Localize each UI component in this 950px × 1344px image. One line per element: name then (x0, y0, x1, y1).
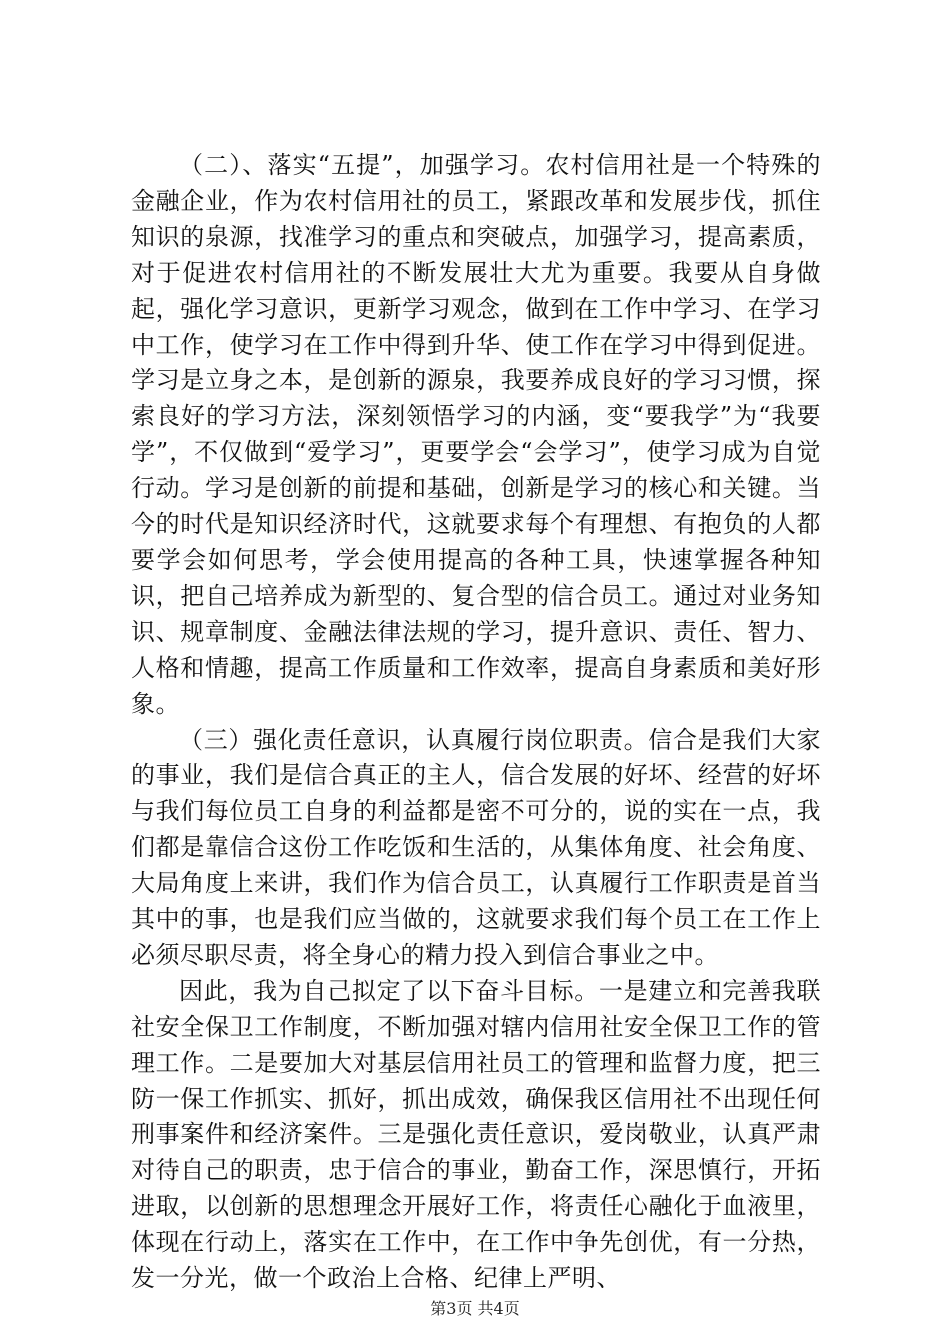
page-number: 第3页 共4页 (430, 1299, 520, 1318)
paragraph-goals: 因此，我为自己拟定了以下奋斗目标。一是建立和完善我联社安全保卫工作制度，不断加强对辖内信用社安全保卫工作的管理工作。二是要加大对基层信用社员工的管理和监督力度，把三防一保工作抓实、抓好，抓出成效，确保我区信用社不出现任何刑事案件和经济案件。三是强化责任意识，爱岗敬业，认真严肃对待自己的职责，忠于信合的事业，勤奋工作，深思慎行，开拓进取，以创新的思想理念开展好工作，将责任心融化于血液里，体现在行动上，落实在工作中，在工作中争先创优，有一分热，发一分光，做一个政治上合格、纪律上严明、 (131, 976, 821, 1293)
paragraph-responsibility: （三）强化责任意识，认真履行岗位职责。信合是我们大家的事业，我们是信合真正的主人，信合发展的好坏、经营的好坏与我们每位员工自身的利益都是密不可分的，说的实在一点，我们都是靠信合这份工作吃饭和生活的，从集体角度、社会角度、大局角度上来讲，我们作为信合员工，认真履行工作职责是首当其中的事，也是我们应当做的，这就要求我们每个员工在工作上必须尽职尽责，将全身心的精力投入到信合事业之中。 (131, 725, 821, 969)
page-footer (0, 1296, 950, 1319)
paragraph-learning: （二）、落实“五提”，加强学习。农村信用社是一个特殊的金融企业，作为农村信用社的员工，紧跟改革和发展步伐，抓住知识的泉源，找准学习的重点和突破点，加强学习，提高素质，对于促进农村信用社的不断发展壮大尤为重要。我要从自身做起，强化学习意识，更新学习观念，做到在工作中学习、在学习中工作，使学习在工作中得到升华、使工作在学习中得到促进。学习是立身之本，是创新的源泉，我要养成良好的学习习惯，探索良好的学习方法，深刻领悟学习的内涵，变“要我学”为“我要学”，不仅做到“爱学习”，更要学会“会学习”，使学习成为自觉行动。学习是创新的前提和基础，创新是学习的核心和关键。当今的时代是知识经济时代，这就要求每个有理想、有抱负的人都要学会如何思考，学会使用提高的各种工具，快速掌握各种知识，把自己培养成为新型的、复合型的信合员工。通过对业务知识、规章制度、金融法律法规的学习，提升意识、责任、智力、人格和情趣，提高工作质量和工作效率，提高自身素质和美好形象。 (131, 151, 821, 718)
document-body (131, 148, 821, 1297)
